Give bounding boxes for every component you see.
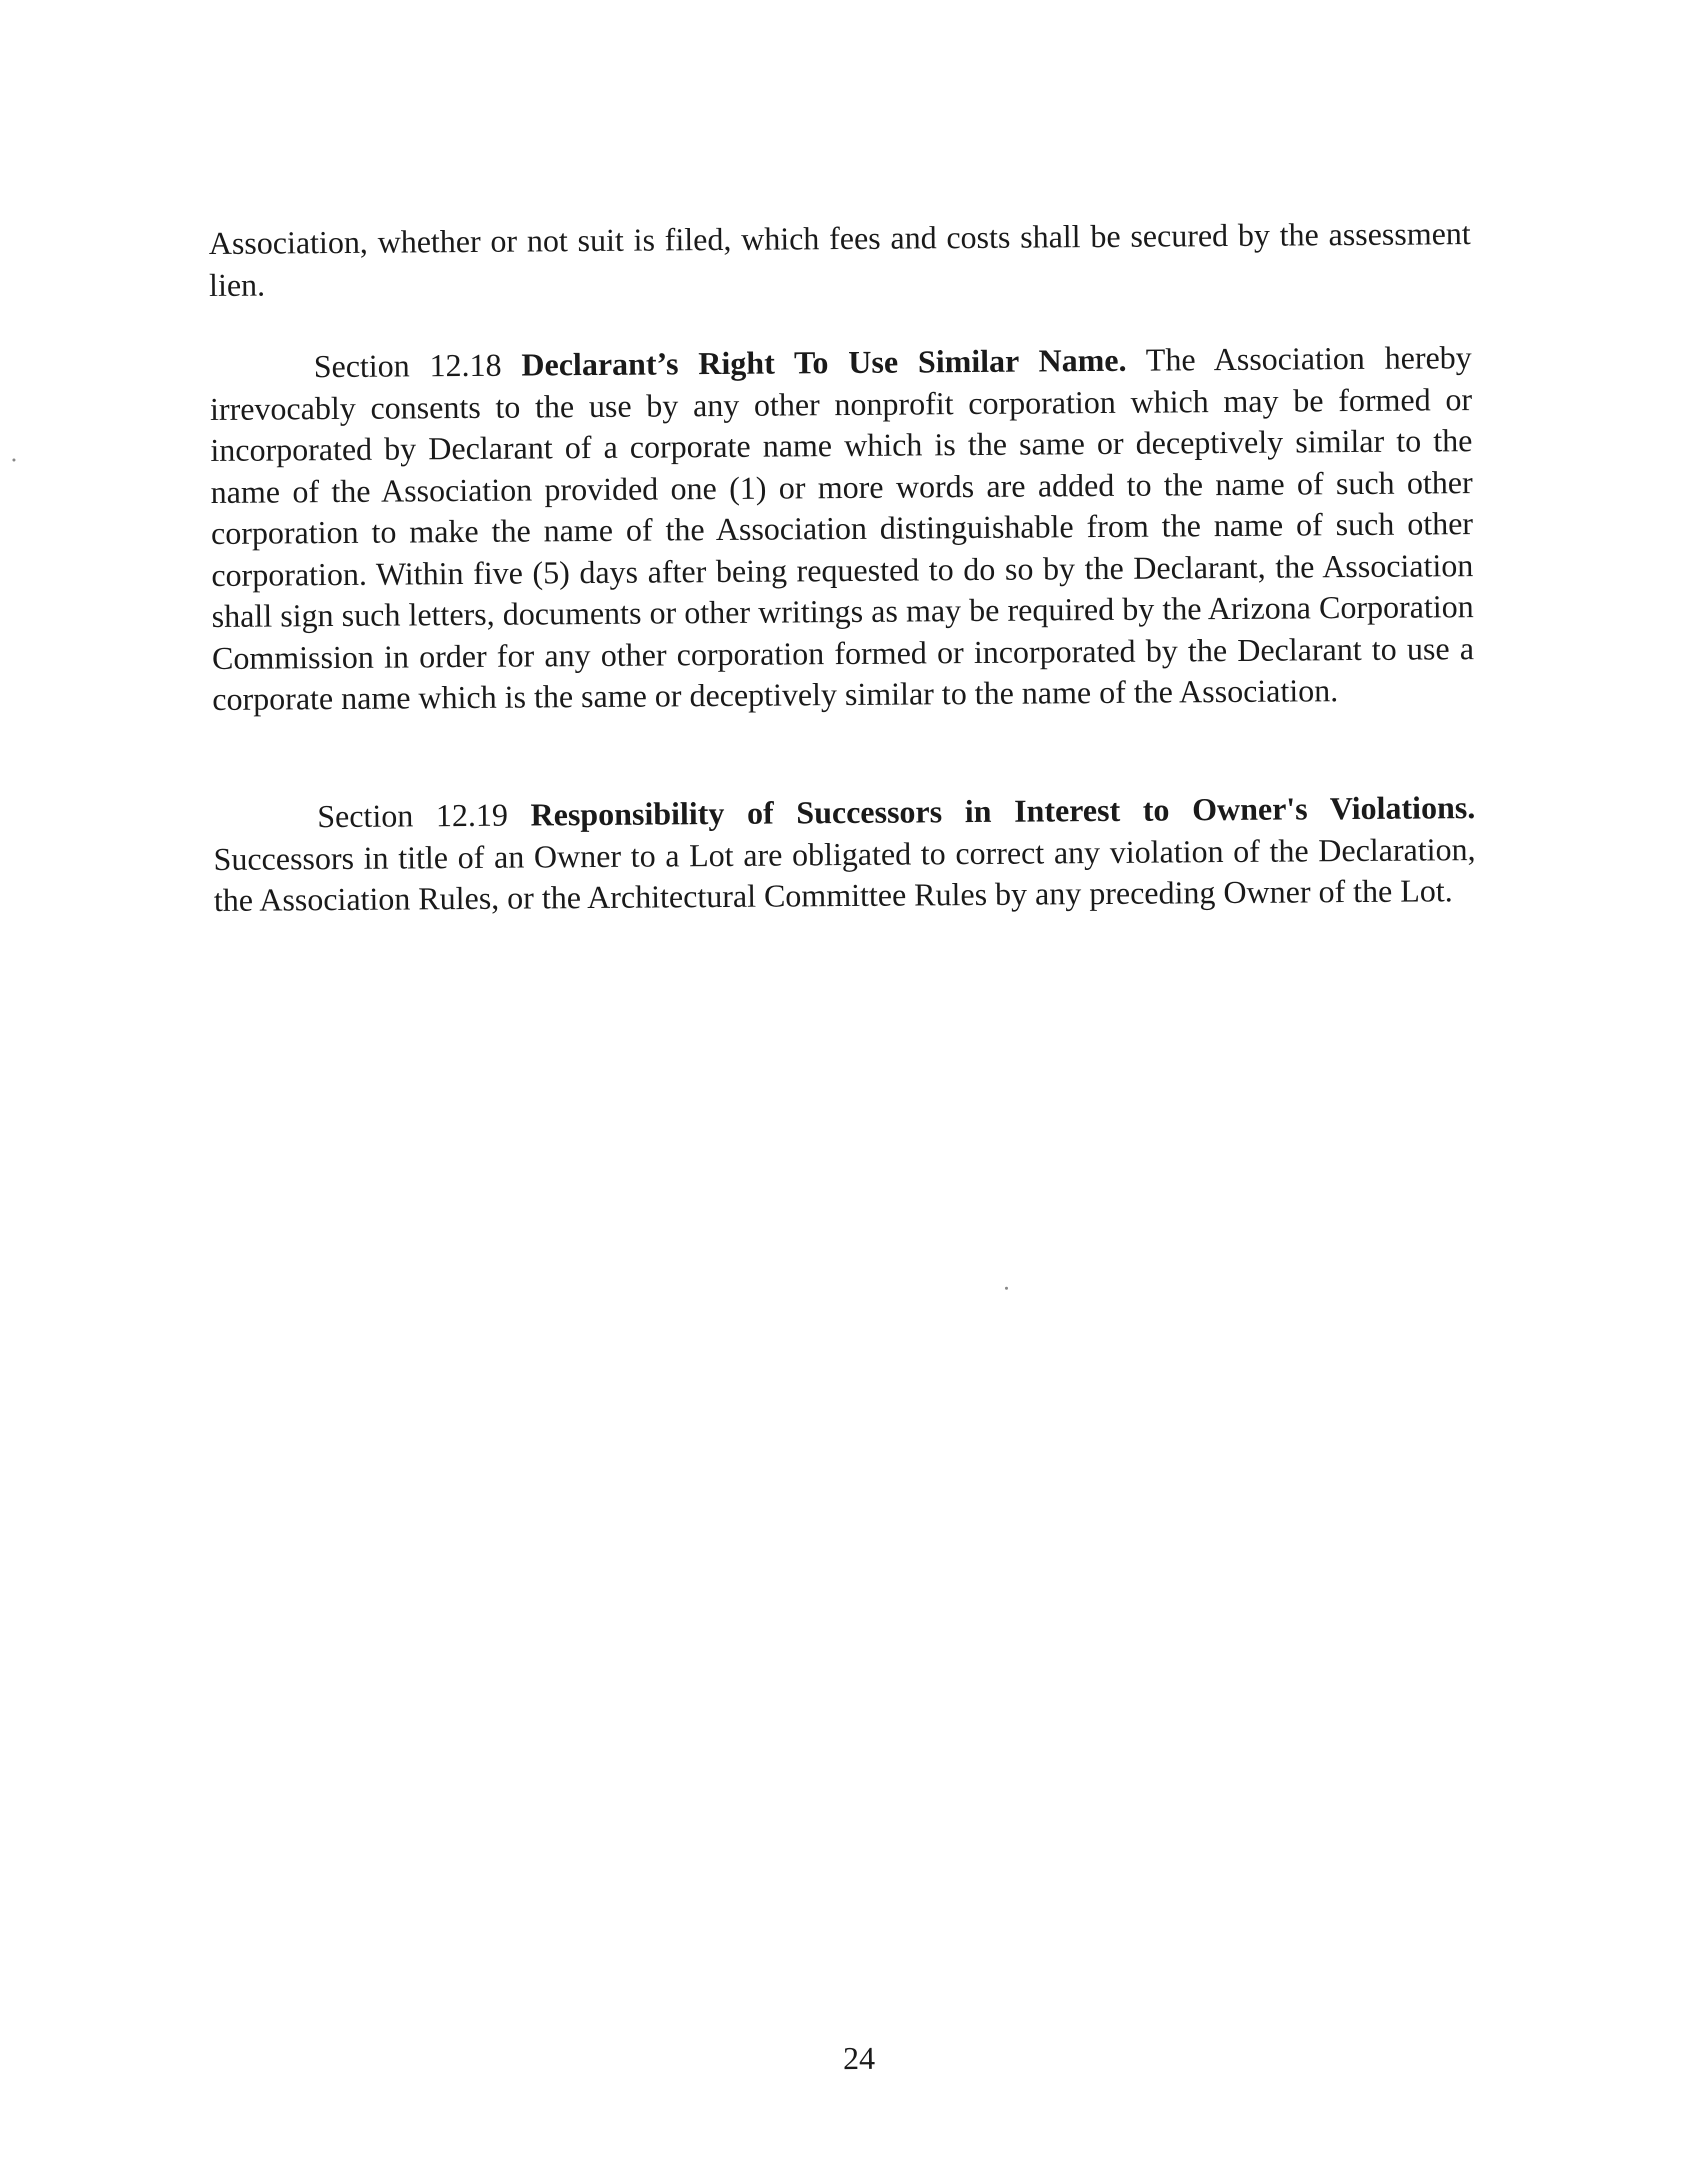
section-12-18-label: Section 12.18 [313, 346, 502, 385]
scan-speck [12, 459, 15, 462]
section-12-18-paragraph [210, 337, 1475, 720]
section-12-19-heading: Responsibility of Successors in Interest to Owner's Violations. [530, 789, 1476, 833]
section-12-18-body: The Association hereby irrevocably consents to the use by any other nonprofit corporation which may be formed or incorporated by Declarant of a corporate name which is the same or deceptively similar to the name of the Association provided one (1) or more words are added to the name of such other corporation to make the name of the Association distinguishable from the name of such other corporation. Within five (5) days after being requested to do so by the Declarant, the Association shall sign such letters, documents or other writings as may be required by the Arizona Corporation Commission in order for any other corporation formed or incorporated by the Declarant to use a corporate name which is the same or deceptively similar to the name of the Association. [209, 339, 1475, 717]
section-12-19-label: Section 12.19 [317, 796, 509, 835]
page-number: 24 [842, 2039, 876, 2077]
section-12-18-heading: Declarant’s Right To Use Similar Name. [521, 341, 1127, 383]
section-12-19-body: Successors in title of an Owner to a Lot are obligated to correct any violation of the Declaration, the Association Rules, or the Architectural Committee Rules by any preceding Owner of the Lot. [213, 830, 1476, 918]
scan-speck [1005, 1287, 1008, 1290]
section-12-19-paragraph [213, 787, 1476, 921]
continuation-paragraph: Association, whether or not suit is filed, which fees and costs shall be secured by the assessment lien. [208, 215, 1471, 303]
